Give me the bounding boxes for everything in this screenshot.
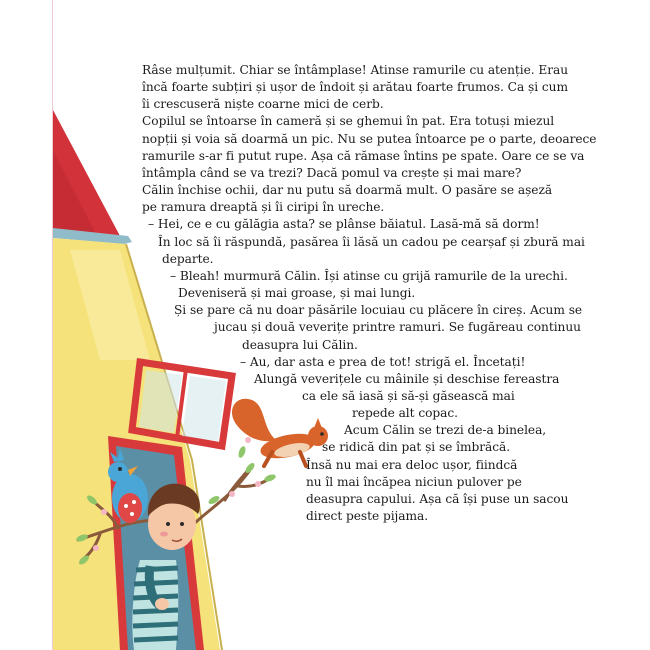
text-line: nu îl mai încăpea niciun pulover pe (306, 474, 522, 489)
text-line: deasupra capului. Așa că își puse un sacou (306, 491, 569, 506)
text-line: Râse mulțumit. Chiar se întâmplase! Atinse ramurile cu atenție. Erau (142, 63, 569, 77)
text-line: departe. (162, 251, 214, 266)
text-line: Deveniseră și mai groase, și mai lungi. (178, 286, 416, 301)
text-line: ramurile s-ar fi putut rupe. Așa că rămase întins pe spate. Oare ce se va (142, 148, 585, 163)
text-line: Acum Călin se trezi de-a binelea, (344, 423, 547, 438)
text-line: ca ele să iasă și să-și găsească mai (302, 388, 515, 403)
text-line: deasupra lui Călin. (242, 337, 358, 352)
story-text (142, 62, 597, 525)
text-line: Călin închise ochii, dar nu putu să doarmă mult. O pasăre se așeză (142, 183, 553, 198)
boy-hand (155, 598, 169, 610)
text-line: pe ramura dreaptă și îi ciripi în ureche. (142, 200, 385, 215)
text-line: Copilul se întoarse în cameră și se ghemui în pat. Era totuși miezul (142, 114, 555, 129)
text-line: În loc să îi răspundă, pasărea îi lăsă un cadou pe cearșaf și zbură mai (158, 234, 585, 249)
text-line: Însă nu mai era deloc ușor, fiindcă (306, 457, 518, 472)
text-line: se ridică din pat și se îmbrăcă. (322, 440, 511, 455)
text-line: jucau și două veverițe printre ramuri. Se fugăreau continuu (214, 320, 581, 335)
text-line: îi crescuseră niște coarne mici de cerb. (142, 97, 384, 112)
boy-cheek (160, 532, 168, 537)
text-line: direct peste pijama. (306, 509, 429, 524)
text-line: întâmpla când se va trezi? Dacă pomul va crește și mai mare? (142, 165, 522, 180)
text-line: Alungă veverițele cu mâinile și deschise fereastra (254, 371, 560, 386)
text-line: Și se pare că nu doar păsările locuiau cu plăcere în cireș. Acum se (174, 303, 583, 318)
text-line: repede alt copac. (352, 406, 458, 421)
text-line: – Au, dar asta e prea de tot! strigă el. Încetați! (240, 354, 526, 369)
text-line: încă foarte subțiri și ușor de îndoit și arătau foarte frumos. Ca și cum (142, 80, 568, 95)
text-line: nopții și voia să doarmă un pic. Nu se putea întoarce pe o parte, deoarece (142, 131, 597, 146)
text-line: – Bleah! murmură Călin. Își atinse cu grijă ramurile de la urechi. (170, 268, 568, 283)
text-line: – Hei, ce e cu gălăgia asta? se plânse băiatul. Lasă-mă să dorm! (148, 217, 540, 232)
